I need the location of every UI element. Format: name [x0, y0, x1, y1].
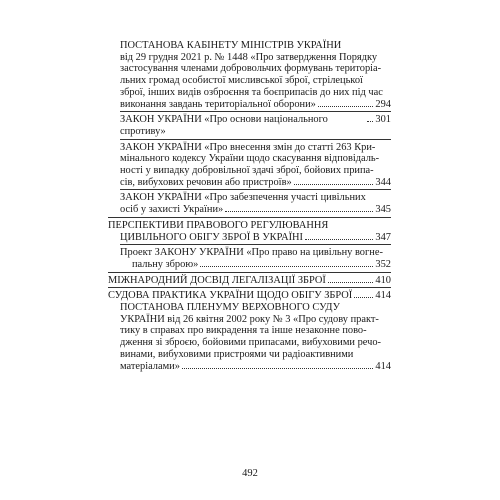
toc-line: виконання завдань територіальної оборони» [120, 98, 316, 110]
dot-leader [328, 282, 374, 283]
toc-page-number: 294 [375, 98, 391, 110]
toc-page-number: 345 [375, 204, 391, 216]
toc-line: дження зі зброєю, бойовими припасами, вибуховими речо- [120, 337, 382, 349]
toc-line: ЗАКОН УКРАЇНИ «Про забезпечення участі цивільних [120, 192, 366, 204]
toc-line: зброї, інших видів озброєння та боєприпасів до них під час [120, 86, 383, 98]
toc-entry-international-experience [108, 275, 391, 287]
dot-leader [318, 106, 374, 107]
toc-entry-draft-law [108, 247, 391, 270]
toc-line: від 29 грудня 2021 р. № 1448 «Про затвердження Порядку [120, 51, 378, 63]
toc-entry-national-resistance-law [108, 114, 391, 137]
toc-line: Проект ЗАКОНУ УКРАЇНИ «Про право на цивільну вогне- [120, 247, 383, 259]
toc-entry-article-263-law [108, 142, 391, 189]
toc-line: пальну зброю» [132, 258, 199, 270]
dot-leader [200, 266, 373, 267]
dot-leader [182, 368, 373, 369]
separator-line [108, 217, 391, 218]
toc-entry-civilian-participation-law [108, 192, 391, 215]
separator-line [120, 111, 391, 112]
dot-leader [354, 297, 373, 298]
toc-line: тику в справах про викрадення та інше незаконне пово- [120, 325, 367, 337]
dot-leader [367, 121, 373, 122]
toc-line: ЗАКОН УКРАЇНИ «Про основи національного спротиву» [120, 114, 328, 137]
toc-page-number: 414 [375, 290, 391, 302]
toc-line: УКРАЇНИ від 26 квітня 2002 року № 3 «Про судову практ- [120, 313, 379, 325]
toc-entry-perspectives-section [108, 220, 391, 243]
toc-page-number: 410 [375, 274, 391, 286]
dot-leader [294, 184, 374, 185]
toc-line: сів, вибухових речовин або пристроїв» [120, 176, 292, 188]
toc-page-number: 301 [375, 114, 391, 126]
toc-line: ЦИВІЛЬНОГО ОБІГУ ЗБРОЇ В УКРАЇНІ [120, 231, 303, 243]
toc-line: СУДОВА ПРАКТИКА УКРАЇНИ ЩОДО ОБІГУ ЗБРОЇ [108, 290, 353, 302]
toc-line: ПОСТАНОВА ПЛЕНУМУ ВЕРХОВНОГО СУДУ [120, 302, 340, 314]
separator-line [120, 189, 391, 190]
toc-entry-supreme-court-plenum [108, 302, 391, 372]
toc-line: ЗАКОН УКРАЇНИ «Про внесення змін до статті 263 Кри- [120, 141, 376, 153]
dot-leader [305, 239, 373, 240]
dot-leader [225, 211, 373, 212]
toc-page-number: 352 [375, 258, 391, 270]
page-number: 492 [242, 468, 258, 479]
toc-entry-cabinet-resolution [108, 40, 391, 110]
separator-line [120, 244, 391, 245]
table-of-contents [108, 40, 391, 372]
toc-line: ності у випадку добровільної здачі зброї, бойових припа- [120, 165, 374, 177]
toc-entry-judicial-practice [108, 290, 391, 302]
toc-line: МІЖНАРОДНИЙ ДОСВІД ЛЕГАЛІЗАЦІЇ ЗБРОЇ [108, 274, 326, 286]
toc-line: льних громад особистої мисливської зброї, стрілецької [120, 75, 363, 87]
toc-line: ПОСТАНОВА КАБІНЕТУ МІНІСТРІВ УКРАЇНИ [120, 40, 342, 51]
toc-line: матеріалами» [120, 360, 180, 372]
toc-line: мінального кодексу України щодо скасування відповідаль- [120, 153, 380, 165]
toc-line: ПЕРСПЕКТИВИ ПРАВОВОГО РЕГУЛЮВАННЯ [108, 219, 329, 231]
toc-page-number: 347 [375, 231, 391, 243]
separator-line [108, 287, 391, 288]
toc-line: осіб у захисті України» [120, 204, 224, 216]
separator-line [120, 139, 391, 140]
toc-page-number: 344 [375, 176, 391, 188]
toc-line: винами, вибуховими пристроями чи радіоактивними [120, 348, 354, 360]
separator-line [108, 272, 391, 273]
toc-page-number: 414 [375, 360, 391, 372]
toc-line: застосування членами добровольчих формувань територіа- [120, 63, 382, 75]
